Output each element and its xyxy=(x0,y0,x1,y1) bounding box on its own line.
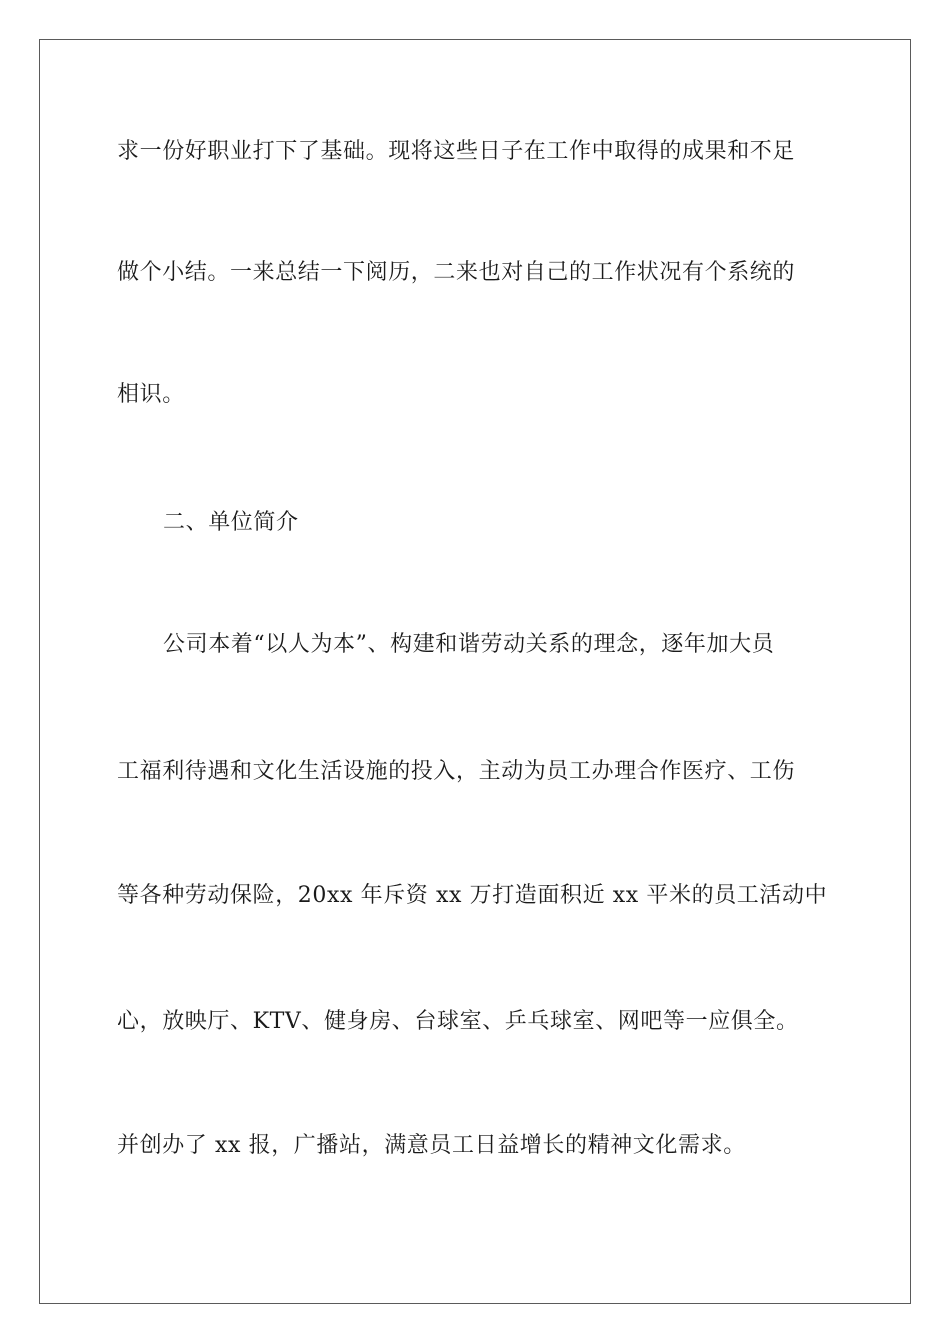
paragraph-line: 做个小结。一来总结一下阅历，二来也对自己的工作状况有个系统的 xyxy=(117,260,796,285)
paragraph-line: 相识。 xyxy=(117,382,185,407)
paragraph-line: 并创办了 xx 报，广播站，满意员工日益增长的精神文化需求。 xyxy=(117,1133,746,1158)
paragraph-line: 等各种劳动保险，20xx 年斥资 xx 万打造面积近 xx 平米的员工活动中 xyxy=(117,883,828,908)
paragraph-line: 求一份好职业打下了基础。现将这些日子在工作中取得的成果和不足 xyxy=(117,139,796,164)
paragraph-line: 工福利待遇和文化生活设施的投入，主动为员工办理合作医疗、工伤 xyxy=(117,759,796,784)
page-border xyxy=(39,39,911,1304)
section-heading: 二、单位简介 xyxy=(163,510,299,535)
paragraph-line: 公司本着“以人为本”、构建和谐劳动关系的理念，逐年加大员 xyxy=(163,632,775,657)
paragraph-line: 心，放映厅、KTV、健身房、台球室、乒乓球室、网吧等一应俱全。 xyxy=(117,1009,799,1034)
